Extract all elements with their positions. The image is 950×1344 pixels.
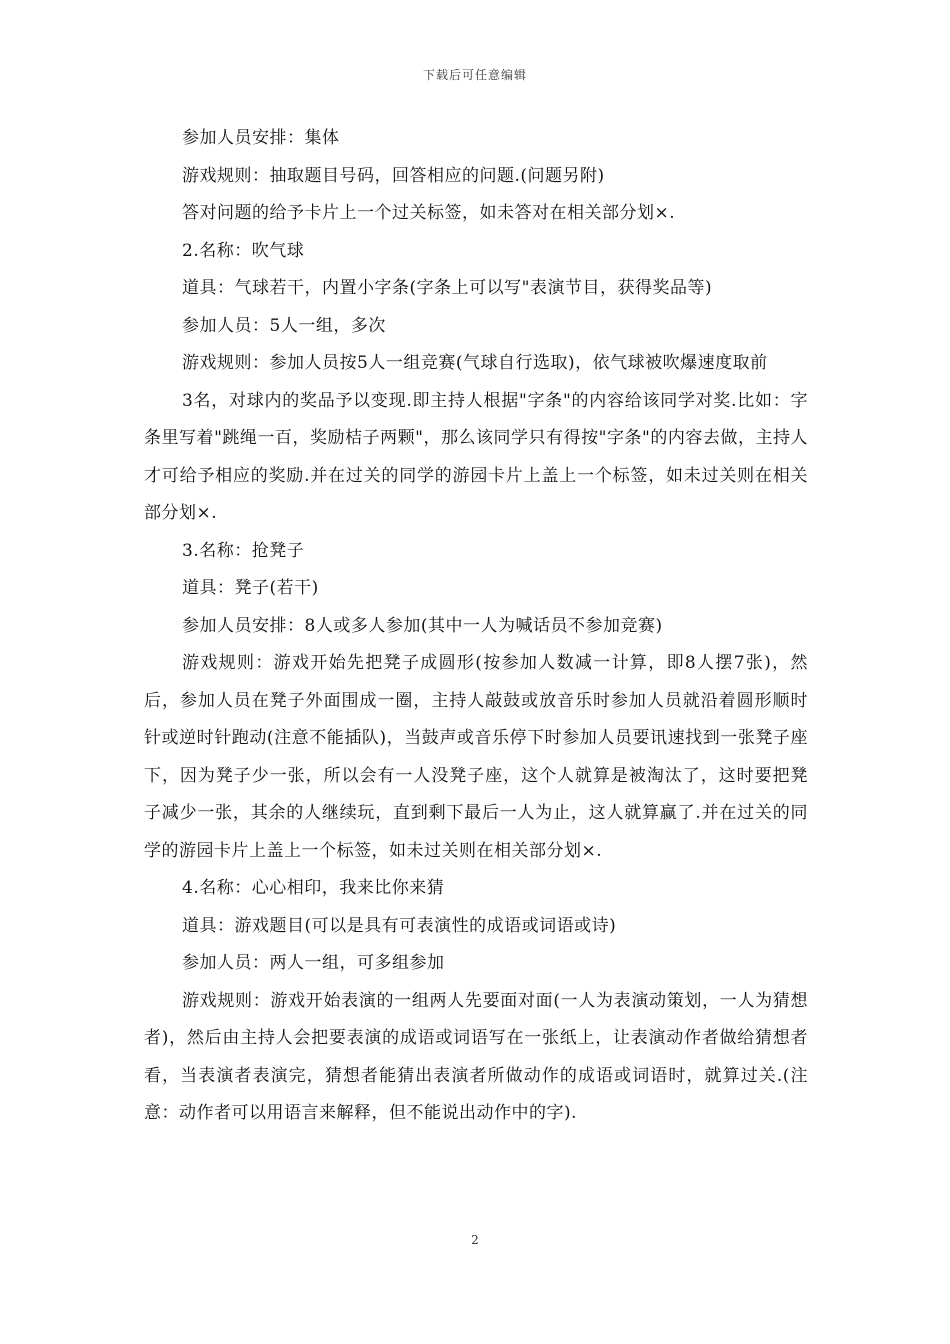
paragraph: 道具：凳子(若干) <box>182 578 319 598</box>
paragraph: 道具：游戏题目(可以是具有可表演性的成语或词语或诗) <box>182 915 617 936</box>
paragraph: 游戏规则：抽取题目号码，回答相应的问题.(问题另附) <box>182 165 605 186</box>
paragraph: 参加人员安排：集体 <box>182 128 340 148</box>
paragraph: 参加人员：两人一组，可多组参加 <box>182 953 445 973</box>
document-body <box>144 120 808 1133</box>
paragraph: 参加人员安排：8人或多人参加(其中一人为喊话员不参加竞赛) <box>182 615 663 636</box>
page-header: 下载后可任意编辑 <box>422 68 527 82</box>
page-number: 2 <box>471 1233 479 1247</box>
paragraph: 3名，对球内的奖品予以变现.即主持人根据"字条"的内容给该同学对奖.比如：字条里写着"跳绳一百，奖励桔子两颗"，那么该同学只有得按"字条"的内容去做，主持人才可给予相应的奖励.并在过关的同学的游园卡片上盖上一个标签，如未过关则在相关部分划×. <box>144 390 808 523</box>
paragraph: 道具：气球若干，内置小字条(字条上可以写"表演节目，获得奖品等) <box>182 278 713 298</box>
section-heading: 4.名称：心心相印，我来比你来猜 <box>182 878 445 898</box>
section-heading: 2.名称：吹气球 <box>182 240 305 261</box>
paragraph: 游戏规则：游戏开始先把凳子成圆形(按参加人数减一计算，即8人摆7张)，然后，参加人员在凳子外面围成一圈，主持人敲鼓或放音乐时参加人员就沿着圆形顺时针或逆时针跑动(注意不能插队)，当鼓声或音乐停下时参加人员要讯速找到一张凳子座下，因为凳子少一张，所以会有一人没凳子座，这个人就算是被淘汰了，这时要把凳子减少一张，其余的人继续玩，直到剩下最后一人为止，这人就算赢了.并在过关的同学的游园卡片上盖上一个标签，如未过关则在相关部分划×. <box>144 653 808 861</box>
paragraph: 答对问题的给予卡片上一个过关标签，如未答对在相关部分划×. <box>182 203 676 223</box>
paragraph: 游戏规则：参加人员按5人一组竞赛(气球自行选取)，依气球被吹爆速度取前 <box>182 353 768 373</box>
paragraph: 游戏规则：游戏开始表演的一组两人先要面对面(一人为表演动策划，一人为猜想者)，然后由主持人会把要表演的成语或词语写在一张纸上，让表演动作者做给猜想者看，当表演者表演完，猜想者能猜出表演者所做动作的成语或词语时，就算过关.(注意：动作者可以用语言来解释，但不能说出动作中的字). <box>144 990 808 1123</box>
section-heading: 3.名称：抢凳子 <box>182 540 305 561</box>
paragraph: 参加人员：5人一组，多次 <box>182 315 386 336</box>
